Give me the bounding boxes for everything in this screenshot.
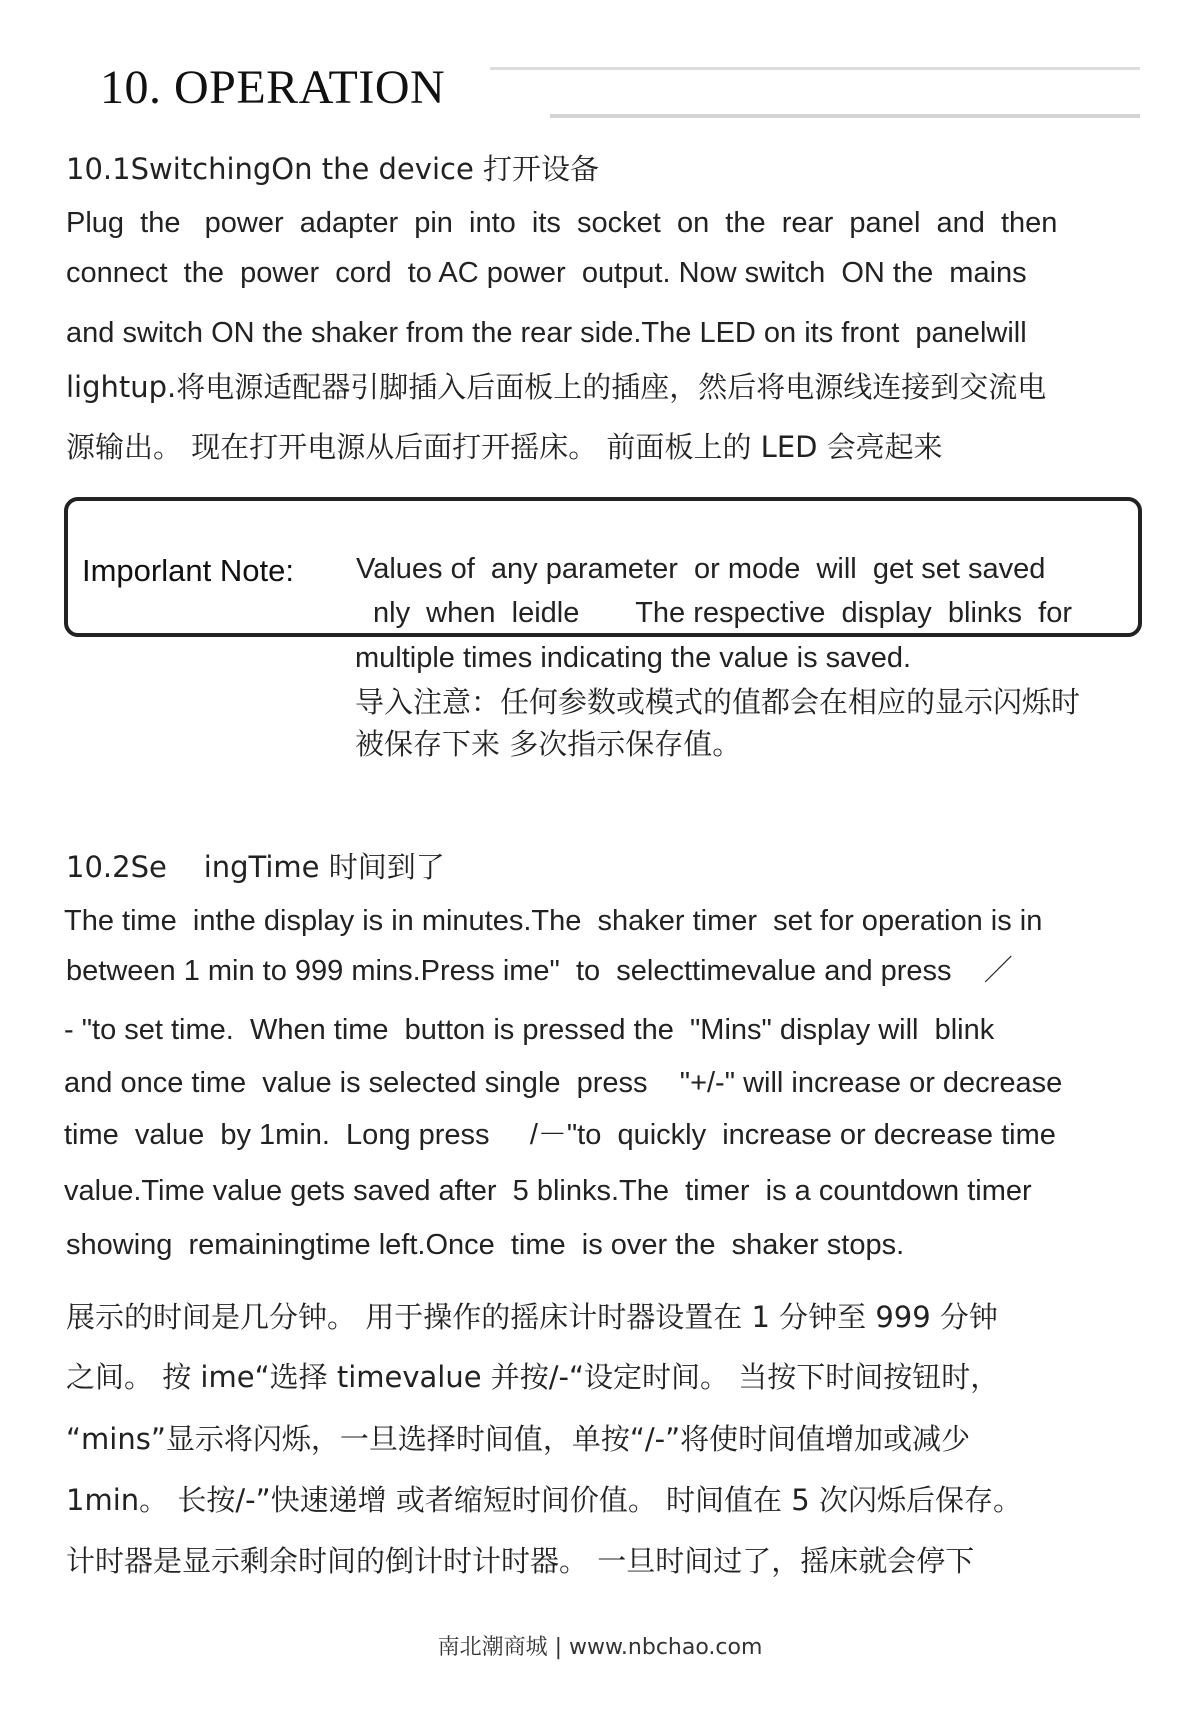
paragraph-line: The time inthe display is in minutes.The shaker timer set for operation is in [64,905,1043,937]
paragraph-line-zh: “mins”显示将闪烁，一旦选择时间值，单按“/-”将使时间值增加或减少 [66,1422,971,1456]
paragraph-line: - "to set time. When time button is pressed the "Mins" display will blink [64,1014,995,1046]
paragraph-line: value.Time value gets saved after 5 blinks.The timer is a countdown timer [64,1175,1032,1207]
footer-watermark: 南北潮商城 | www.nbchao.com [437,1635,763,1660]
paragraph-line-zh: 1min。 长按/-”快速递增 或者缩短时间价值。 时间值在 5 次闪烁后保存。 [66,1483,1022,1517]
subsection-heading-10-1: 10.1SwitchingOn the device 打开设备 [66,152,600,186]
paragraph-line: lightup.将电源适配器引脚插入后面板上的插座，然后将电源线连接到交流电 [66,370,1047,404]
paragraph-line: showing remainingtime left.Once time is over the shaker stops. [66,1229,905,1261]
subsection-heading-10-2: 10.2Se ingTime 时间到了 [66,850,445,884]
note-line: 被保存下来 多次指示保存值。 [355,727,742,761]
note-line: multiple times indicating the value is saved. [355,642,912,674]
note-line: Values of any parameter or mode will get set saved [356,553,1046,585]
paragraph-line: between 1 min to 999 mins.Press ime" to selecttimevalue and press ／ [66,955,1013,987]
paragraph-line: time value by 1min. Long press /－"to quickly increase or decrease time [64,1119,1056,1151]
header-rule-bottom [550,114,1140,118]
note-line: 导入注意：任何参数或模式的值都会在相应的显示闪烁时 [355,685,1081,719]
paragraph-line: 源输出。 现在打开电源从后面打开摇床。 前面板上的 LED 会亮起来 [66,430,943,464]
paragraph-line-zh: 之间。 按 ime“选择 timevalue 并按/-“设定时间。 当按下时间按钮时， [66,1360,1000,1394]
paragraph-line: and switch ON the shaker from the rear side.The LED on its front panelwill [66,317,1027,349]
section-title: 10. OPERATION [100,61,446,114]
paragraph-line: connect the power cord to AC power output. Now switch ON the mains [66,257,1027,289]
header-rule-top [490,67,1140,70]
note-line: nly when leidle The respective display blinks for [373,597,1073,629]
paragraph-line-zh: 展示的时间是几分钟。 用于操作的摇床计时器设置在 1 分钟至 999 分钟 [66,1300,998,1334]
paragraph-line-zh: 计时器是显示剩余时间的倒计时计时器。 一旦时间过了，摇床就会停下 [66,1544,975,1578]
paragraph-line: and once time value is selected single press "+/-" will increase or decrease [64,1067,1063,1099]
important-note-label: Imporlant Note: [82,553,294,588]
paragraph-line: Plug the power adapter pin into its socket on the rear panel and then [66,207,1058,239]
